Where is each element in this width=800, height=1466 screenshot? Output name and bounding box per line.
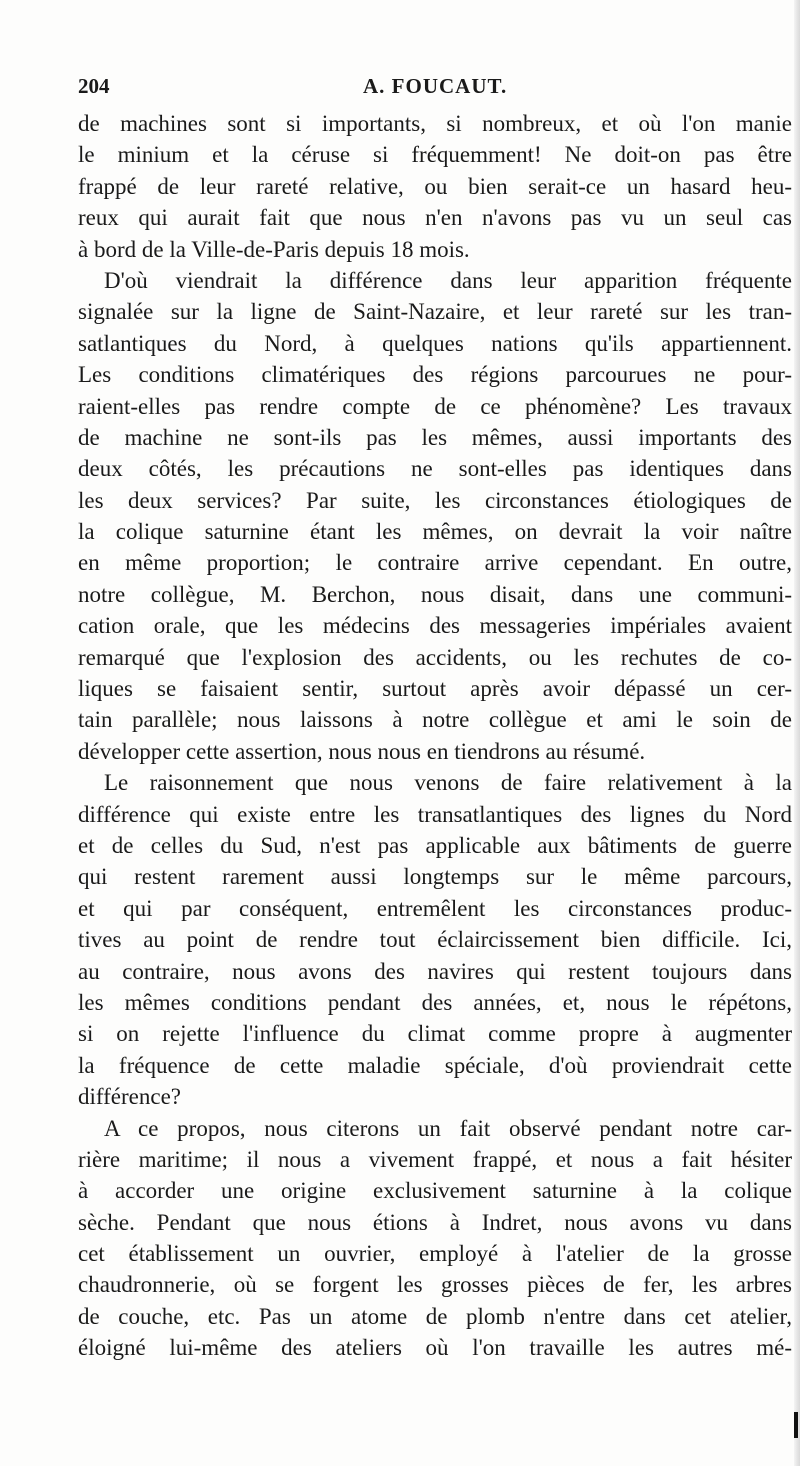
text-line: le minium et la céruse si fréquemment! Ne doit-on pas être (78, 142, 792, 168)
text-line: différence? (78, 1084, 181, 1110)
text-line: la fréquence de cette maladie spéciale, d'où proviendrait cette (78, 1052, 792, 1078)
text-line: sèche. Pendant que nous étions à Indret, nous avons vu dans (78, 1209, 792, 1235)
text-line: à bord de la Ville-de-Paris depuis 18 mois. (78, 236, 470, 262)
text-line: Le raisonnement que nous venons de faire relativement à la (104, 770, 792, 796)
text-line: cation orale, que les médecins des messageries impériales avaient (78, 613, 792, 639)
text-line: différence qui existe entre les transatlantiques des lignes du Nord (78, 801, 792, 827)
page-header (78, 74, 778, 106)
text-line: les mêmes conditions pendant des années, et, nous le répétons, (78, 989, 792, 1015)
running-head: A. FOUCAUT. (363, 74, 508, 98)
text-line: de couche, etc. Pas un atome de plomb n'entre dans cet atelier, (78, 1303, 792, 1329)
text-line: rière maritime; il nous a vivement frappé, et nous a fait hésiter (78, 1146, 792, 1172)
text-line: deux côtés, les précautions ne sont-elles pas identiques dans (78, 456, 792, 482)
text-line: la colique saturnine étant les mêmes, on devrait la voir naître (78, 519, 792, 545)
text-line: si on rejette l'influence du climat comme propre à augmenter (78, 1021, 792, 1047)
page-edge-shadow (794, 0, 800, 1466)
text-line: chaudronnerie, où se forgent les grosses pièces de fer, les arbres (78, 1272, 792, 1298)
text-line: A ce propos, nous citerons un fait observé pendant notre car- (104, 1115, 792, 1141)
text-line: et qui par conséquent, entremêlent les circonstances produc- (78, 895, 792, 921)
text-line: les deux services? Par suite, les circonstances étiologiques de (78, 487, 792, 513)
text-line: à accorder une origine exclusivement saturnine à la colique (78, 1178, 792, 1204)
text-line: qui restent rarement aussi longtemps sur le même parcours, (78, 864, 792, 890)
text-line: de machines sont si importants, si nombreux, et où l'on manie (78, 111, 792, 136)
text-line: remarqué que l'explosion des accidents, ou les rechutes de co- (78, 644, 792, 670)
text-line: de machine ne sont-ils pas les mêmes, aussi importants des (78, 424, 792, 450)
text-line: D'où viendrait la différence dans leur apparition fréquente (104, 267, 792, 293)
text-line: Les conditions climatériques des régions parcourues ne pour- (78, 362, 792, 388)
text-line: cet établissement un ouvrier, employé à l'atelier de la grosse (78, 1241, 792, 1267)
body-text (78, 108, 792, 1364)
text-line: tain parallèle; nous laissons à notre collègue et ami le soin de (78, 707, 792, 733)
text-line: reux qui aurait fait que nous n'en n'avons pas vu un seul cas (78, 205, 792, 231)
text-line: satlantiques du Nord, à quelques nations qu'ils appartiennent. (78, 330, 792, 356)
text-line: et de celles du Sud, n'est pas applicable aux bâtiments de guerre (78, 832, 792, 858)
text-line: développer cette assertion, nous nous en tiendrons au résumé. (78, 738, 646, 764)
text-line: raient-elles pas rendre compte de ce phénomène? Les travaux (78, 393, 792, 419)
text-line: signalée sur la ligne de Saint-Nazaire, et leur rareté sur les tran- (78, 299, 792, 325)
page-number: 204 (78, 74, 110, 98)
text-line: éloigné lui-même des ateliers où l'on travaille les autres mé- (78, 1335, 792, 1361)
text-line: en même proportion; le contraire arrive cependant. En outre, (78, 550, 792, 576)
text-line: liques se faisaient sentir, surtout après avoir dépassé un cer- (78, 676, 792, 702)
text-line: tives au point de rendre tout éclaircissement bien difficile. Ici, (78, 927, 792, 953)
scan-corner-mark (794, 1412, 798, 1438)
text-line: notre collègue, M. Berchon, nous disait, dans une communi- (78, 581, 792, 607)
text-line: au contraire, nous avons des navires qui restent toujours dans (78, 958, 792, 984)
text-line: frappé de leur rareté relative, ou bien serait-ce un hasard heu- (78, 173, 792, 199)
